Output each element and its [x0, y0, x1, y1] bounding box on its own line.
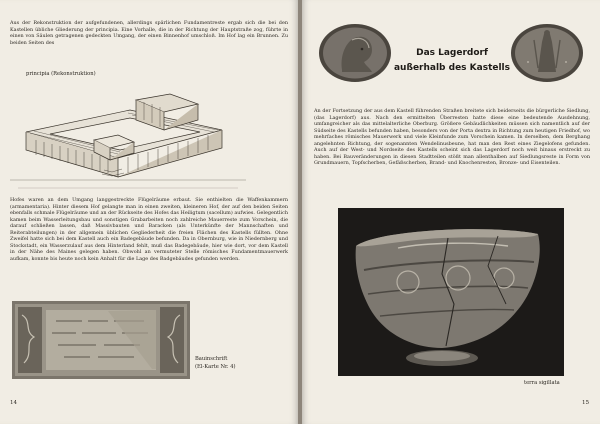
inscription-caption-line1: Bauinschrift — [195, 356, 228, 362]
left-page-number: 14 — [10, 400, 18, 406]
section-title-line1: Das Lagerdorf — [416, 48, 488, 58]
section-title-line2: außerhalb des Kastells — [393, 63, 510, 73]
right-page — [302, 0, 600, 424]
terra-sigillata-bowl-photo — [338, 208, 564, 376]
left-middle-paragraph: Hofes waren an dem Umgang langgestreckte Flügelräume erbaut. Sie enthielten die Waffenkammern (armamentaria). Hinter diesem Hof gelangte man in einen zweiten, kleineren Hof, der auf den beiden Seiten ebenfalls schmale Flügelräume und an der Rückseite des Hofes das Heiligtum (sacellum) aufwies. Gelegentlich kamen beim Wasserleitungsbau und sonstigen Grabarbeiten noch zahlreiche Mauerreste zum Vorschein, die darauf schließen lassen, daß Massivbauten und Baracken (als Unterkünfte der Mannschaften und Reiterabteilungen) in der allgemein üblichen Gegliederheit die freien Flächen des Kastells füllten. Ohne Zweifel hatte sich bei dem Kastell auch ein Badegebäude befunden. Da in Obernburg, wie in Niedernberg und Stockstadt, ein Wasserzulauf aus dem Hinterland fehlt, muß das Badegebäude, hier wie dort, vor dem Kastell in der Nähe des Maines gelegen haben. Obwohl an vermuteter Stelle römisches Fundamentmauerwerk aufkam, konnte bis heute noch kein Anhalt für die Lage des Badgebäudes gefunden werden. — [10, 197, 288, 262]
left-top-paragraph: Aus der Rekonstruktion der aufgefundenen, allerdings spärlichen Fundamentreste ergab sich die bei den Kastellen übliche Gliederung der principia. Eine Vorhalle, die in der Richtung der Hauptstraße zog, führte in einen von Säulen getragenen gedeckten Umgang, der einen Binnenhof umschloß. Im Hof lag ein Brunnen. Zu beiden Seiten des — [10, 20, 288, 46]
illustration-caption: principia (Rekonstruktion) — [26, 71, 96, 77]
principia-illustration — [8, 80, 248, 195]
left-page — [0, 0, 298, 424]
roman-coin-reverse — [508, 22, 586, 84]
inscription-caption-line2: (El-Karte Nr. 4) — [195, 364, 236, 370]
roman-coin-portrait — [316, 22, 394, 84]
right-page-number: 15 — [582, 400, 590, 406]
photo-caption: terra sigillata — [524, 380, 560, 386]
inscription-stone-relief — [12, 301, 190, 379]
right-paragraph: An der Fortsetzung der aus dem Kastell führenden Straßen breitete sich beiderseits die bürgerliche Siedlung, (das Lagerdorf) aus. Nach den ermittelten Überresten hatte diese eine bedeutende Ausdehnung, umfangreicher als das mittelalterliche Oberburg. Größere Gebäudlichkeiten müssen sich namentlich auf der Südseite des Kastells befunden haben, besonders von der Porta dextra in Richtung zum heutigen Friedhof, wo mehrfaches römisches Mauerwerk und viele Kleinfunde zum Vorschein kamen. In derselben, dem Berghang angelehnten Richtung, der sogenannten Wendelinusbeune, hat man den Rest eines Ziegelofens gefunden. Auch auf der West- und Nordseite des Kastells scheint sich das Lagerdorf noch weit hinaus erstreckt zu haben. Bei Bauveränderungen in diesen Stadtteilen stößt man allenthalben auf Siedlungsreste in Form von Grundmauern, Topfscherben, Gefäßscherben, Brand- und Knochenresten, Bronze- und Eisenteilen. — [314, 108, 590, 167]
